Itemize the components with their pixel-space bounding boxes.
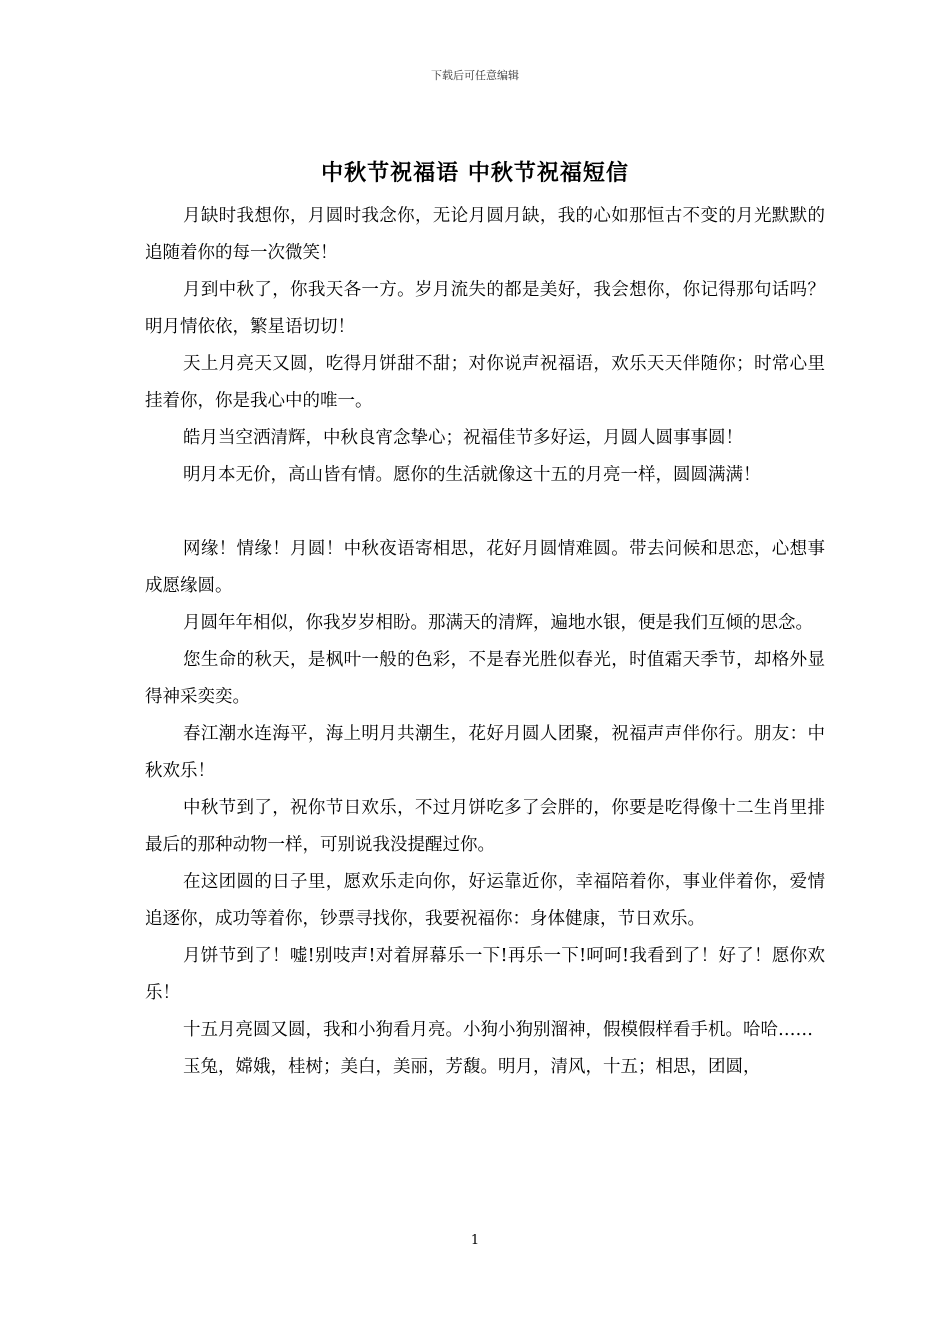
- paragraph: 月到中秋了，你我天各一方。岁月流失的都是美好，我会想你，你记得那句话吗？明月情依依，繁星语切切！: [145, 280, 825, 337]
- paragraph: 月圆年年相似，你我岁岁相盼。那满天的清辉，遍地水银，便是我们互倾的思念。: [183, 613, 813, 633]
- paragraph: 天上月亮天又圆，吃得月饼甜不甜；对你说声祝福语，欢乐天天伴随你；时常心里挂着你，你是我心中的唯一。: [145, 354, 825, 411]
- paragraph: 皓月当空洒清辉，中秋良宵念挚心；祝福佳节多好运，月圆人圆事事圆！: [183, 428, 743, 448]
- paragraph: 在这团圆的日子里，愿欢乐走向你，好运靠近你，幸福陪着你，事业伴着你，爱情追逐你，成功等着你，钞票寻找你，我要祝福你：身体健康，节日欢乐。: [145, 872, 825, 929]
- paragraph: 中秋节到了，祝你节日欢乐，不过月饼吃多了会胖的，你要是吃得像十二生肖里排最后的那种动物一样，可别说我没提醒过你。: [145, 798, 825, 855]
- document-body: [145, 198, 825, 1086]
- paragraph: 您生命的秋天，是枫叶一般的色彩，不是春光胜似春光，时值霜天季节，却格外显得神采奕奕。: [145, 650, 825, 707]
- paragraph: 网缘！情缘！月圆！中秋夜语寄相思，花好月圆情难圆。带去问候和思恋，心想事成愿缘圆。: [145, 539, 825, 596]
- page-header-note: 下载后可任意编辑: [431, 69, 519, 82]
- paragraph: 春江潮水连海平，海上明月共潮生，花好月圆人团聚，祝福声声伴你行。朋友：中秋欢乐！: [145, 724, 825, 781]
- document-title: 中秋节祝福语 中秋节祝福短信: [321, 160, 629, 186]
- paragraph: 月饼节到了！嘘!别吱声!对着屏幕乐一下!再乐一下!呵呵!我看到了！好了！愿你欢乐！: [145, 946, 825, 1003]
- paragraph: 十五月亮圆又圆，我和小狗看月亮。小狗小狗别溜神，假模假样看手机。哈哈……: [183, 1020, 813, 1040]
- paragraph: 玉兔，嫦娥，桂树；美白，美丽，芳馥。明月，清风，十五；相思，团圆，: [183, 1057, 761, 1077]
- blank-line: [145, 494, 825, 531]
- paragraph: 月缺时我想你，月圆时我念你，无论月圆月缺，我的心如那恒古不变的月光默默的追随着你的每一次微笑！: [145, 206, 825, 263]
- paragraph: 明月本无价，高山皆有情。愿你的生活就像这十五的月亮一样，圆圆满满！: [183, 465, 761, 485]
- page-number: 1: [470, 1233, 480, 1248]
